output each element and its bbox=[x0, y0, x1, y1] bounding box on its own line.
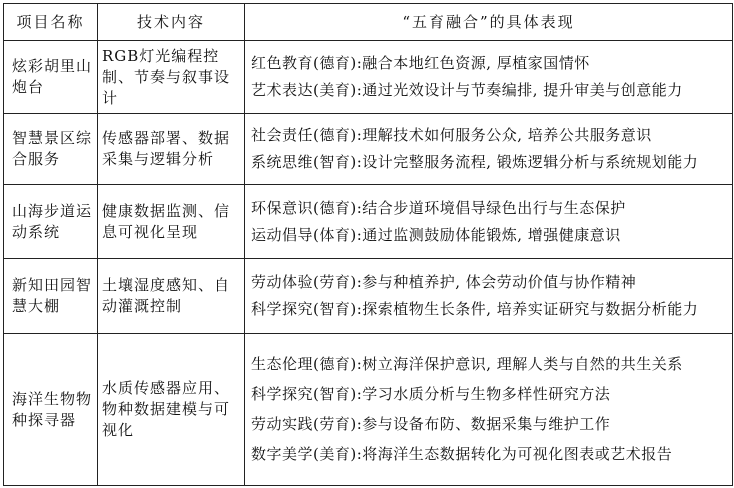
project-name-cell: 炫彩胡里山炮台 bbox=[4, 41, 98, 114]
table-row bbox=[4, 259, 733, 334]
tech-content-cell: 水质传感器应用、物种数据建模与可视化 bbox=[98, 334, 245, 486]
performance-cell bbox=[245, 185, 733, 259]
performance-line: 科学探究(智育):学习水质分析与生物多样性研究方法 bbox=[251, 385, 611, 403]
performance-line: 艺术表达(美育):通过光效设计与节奏编排, 提升审美与创意能力 bbox=[251, 81, 683, 99]
performance-cell bbox=[245, 41, 733, 114]
tech-content-cell: 健康数据监测、信息可视化呈现 bbox=[98, 185, 245, 259]
performance-cell bbox=[245, 114, 733, 185]
header-wuyu: “五育融合”的具体表现 bbox=[245, 4, 733, 41]
table-row bbox=[4, 185, 733, 259]
project-name-cell: 智慧景区综合服务 bbox=[4, 114, 98, 185]
performance-line: 红色教育(德育):融合本地红色资源, 厚植家国情怀 bbox=[251, 54, 590, 72]
performance-line: 运动倡导(体育):通过监测鼓励体能锻炼, 增强健康意识 bbox=[251, 225, 621, 244]
performance-cell bbox=[245, 259, 733, 334]
tech-content-cell: RGB灯光编程控制、节奏与叙事设计 bbox=[98, 41, 245, 114]
header-row bbox=[4, 4, 733, 41]
performance-line: 科学探究(智育):探索植物生长条件, 培养实证研究与数据分析能力 bbox=[251, 300, 699, 318]
table-row bbox=[4, 334, 733, 486]
tech-content-cell: 土壤湿度感知、自动灌溉控制 bbox=[98, 259, 245, 334]
performance-line: 社会责任(德育):理解技术如何服务公众, 培养公共服务意识 bbox=[251, 126, 652, 144]
performance-line: 劳动体验(劳育):参与种植养护, 体会劳动价值与协作精神 bbox=[251, 273, 637, 291]
table-row bbox=[4, 41, 733, 114]
header-project: 项目名称 bbox=[4, 4, 98, 41]
performance-line: 数字美学(美育):将海洋生态数据转化为可视化图表或艺术报告 bbox=[251, 445, 673, 463]
project-name-cell: 山海步道运动系统 bbox=[4, 185, 98, 259]
performance-line: 系统思维(智育):设计完整服务流程, 锻炼逻辑分析与系统规划能力 bbox=[251, 153, 699, 171]
performance-line: 环保意识(德育):结合步道环境倡导绿色出行与生态保护 bbox=[251, 198, 626, 217]
project-name-cell: 新知田园智慧大棚 bbox=[4, 259, 98, 334]
header-tech: 技术内容 bbox=[98, 4, 245, 41]
tech-content-cell: 传感器部署、数据采集与逻辑分析 bbox=[98, 114, 245, 185]
performance-line: 劳动实践(劳育):参与设备布防、数据采集与维护工作 bbox=[251, 415, 611, 433]
performance-cell bbox=[245, 334, 733, 486]
table-row bbox=[4, 114, 733, 185]
education-table bbox=[3, 3, 733, 486]
performance-line: 生态伦理(德育):树立海洋保护意识, 理解人类与自然的共生关系 bbox=[251, 355, 683, 373]
project-name-cell: 海洋生物物种探寻器 bbox=[4, 334, 98, 486]
